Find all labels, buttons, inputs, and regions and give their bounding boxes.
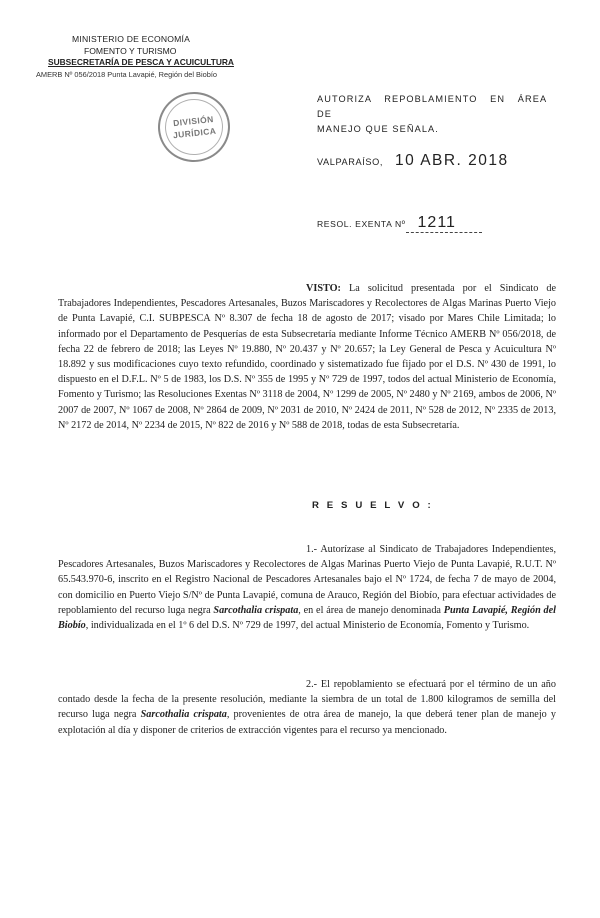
visto-paragraph [58, 281, 556, 433]
visto-text: La solicitud presentada por el Sindicato de Trabajadores Independientes, Pescadores Artesanales, Buzos Mariscadores y Recolectores de Algas Marinas Puerto Viejo de Punta Lavapié, C.I. SUBPESCA Nº 8.307 de fecha 18 de agosto de 2017; visado por Mares Chile Limitada; lo informado por el Departamento de Pesquerías de esta Subsecretaría mediante Informe Técnico AMERB Nº 056/2018, de fecha 22 de febrero de 2018; las Leyes Nº 19.880, Nº 20.437 y Nº 20.657; la Ley General de Pesca y Acuicultura Nº 18.892 y sus modificaciones cuyo texto refundido, coordinado y sistematizado fue fijado por el D.S. Nº 430 de 1991, lo dispuesto en el D.F.L. Nº 5 de 1983, los D.S. Nº 355 de 1995 y Nº 729 de 1997, todos del actual Ministerio de Economía, Fomento y Turismo; las Resoluciones Exentas Nº 3118 de 2004, Nº 1299 de 2005, Nº 2480 y Nº 2169, ambos de 2006, Nº 2007 de 2007, Nº 1067 de 2008, Nº 2864 de 2009, Nº 2031 de 2010, Nº 2424 de 2011, Nº 528 de 2012, Nº 2335 de 2013, Nº 2172 de 2014, Nº 2234 de 2015, Nº 822 de 2016 y Nº 588 de 2018, todas de esta Subsecretaría. [58, 283, 556, 431]
resolution-label: RESOL. EXENTA Nº [317, 219, 406, 229]
item1-text-c: , individualizada en el 1º 6 del D.S. Nº 729 de 1997, del actual Ministerio de Economía, Fomento y Turismo. [85, 620, 530, 632]
legal-division-stamp [155, 88, 234, 165]
item1-text-a: 1.- Autorízase al Sindicato de Trabajadores Independientes, Pescadores Artesanales, Buzos Mariscadores y Recolectores de Algas Marinas Puerto Viejo de Punta Lavapié, R.U.T. Nº 65.543.970-6, inscrito en el Registro Nacional de Pescadores Artesanales bajo el Nº 1724, de fecha 7 de mayo de 2004, con domicilio en Puerto Viejo S/Nº de Punta Lavapié, comuna de Arauco, Región del Biobío, para efectuar actividades de repoblamiento del recurso luga negra [58, 544, 556, 616]
undersecretariat-name: SUBSECRETARÍA DE PESCA Y ACUICULTURA [48, 57, 234, 67]
visto-label: VISTO: [306, 283, 341, 294]
stamp-line-2: JURÍDICA [172, 125, 217, 141]
place-date [317, 152, 509, 170]
date-stamp: 10 ABR. 2018 [395, 152, 509, 169]
item2-species: Sarcothalia crispata [140, 709, 227, 721]
item1-species: Sarcothalia crispata [213, 604, 299, 616]
ministry-subtitle: FOMENTO Y TURISMO [84, 46, 177, 56]
resolution-number-value: 1211 [406, 214, 482, 233]
resolution-topic [317, 92, 557, 137]
item1-area: Punta Lavapié, Región del Biobío [58, 604, 556, 632]
resuelvo-heading: R E S U E L V O : [312, 500, 434, 511]
item1-text-b: , en el área de manejo denominada [298, 604, 444, 616]
ministry-name: MINISTERIO DE ECONOMÍA [72, 34, 191, 44]
topic-line-1: AUTORIZA REPOBLAMIENTO EN ÁREA DE [317, 94, 547, 119]
resolution-item-1 [58, 542, 556, 633]
resolution-number [317, 214, 482, 233]
stamp-line-1: DIVISIÓN [172, 113, 215, 129]
topic-line-2: MANEJO QUE SEÑALA. [317, 124, 439, 134]
place: VALPARAÍSO, [317, 157, 383, 167]
resolution-item-2 [58, 677, 556, 738]
file-reference: AMERB Nº 056/2018 Punta Lavapié, Región del Biobío [36, 70, 218, 79]
item2-text-b: , provenientes de otra área de manejo, la que deberá tener plan de manejo y explotación al día y disponer de criterios de extracción vigentes para el recurso ya mencionado. [58, 709, 556, 736]
item2-text-a: 2.- El repoblamiento se efectuará por el término de un año contado desde la fecha de la presente resolución, mediante la siembra de un total de 1.800 kilogramos de semilla del recurso luga negra [58, 679, 556, 721]
